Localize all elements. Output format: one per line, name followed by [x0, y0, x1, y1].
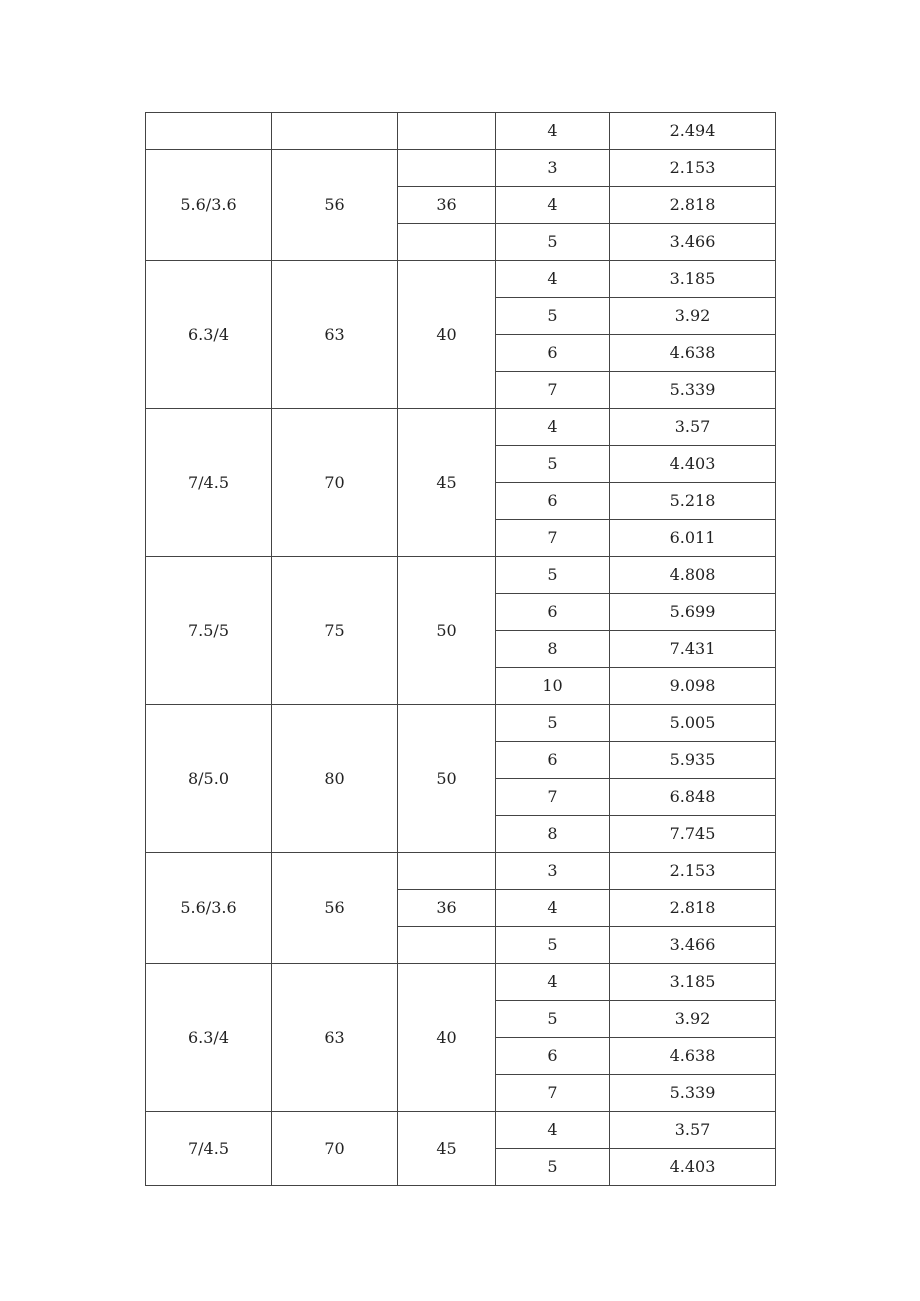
mass-cell: 4.403	[610, 446, 776, 483]
designation-cell: 7/4.5	[146, 1112, 272, 1186]
mass-cell: 5.005	[610, 705, 776, 742]
mass-cell: 3.466	[610, 927, 776, 964]
short-side-cell: 36	[398, 187, 496, 224]
designation-cell: 8/5.0	[146, 705, 272, 853]
thickness-cell: 10	[496, 668, 610, 705]
mass-cell: 2.153	[610, 150, 776, 187]
mass-cell: 3.57	[610, 1112, 776, 1149]
table-row	[146, 261, 776, 298]
table-row	[146, 150, 776, 187]
angle-steel-table	[145, 112, 776, 1186]
mass-cell: 4.638	[610, 1038, 776, 1075]
mass-cell: 6.848	[610, 779, 776, 816]
mass-cell: 3.92	[610, 1001, 776, 1038]
mass-cell: 4.808	[610, 557, 776, 594]
mass-cell: 3.185	[610, 261, 776, 298]
thickness-cell: 6	[496, 594, 610, 631]
designation-cell: 6.3/4	[146, 261, 272, 409]
thickness-cell: 4	[496, 964, 610, 1001]
table-row	[146, 557, 776, 594]
long-side-cell: 70	[272, 409, 398, 557]
designation-cell: 5.6/3.6	[146, 150, 272, 261]
mass-cell: 5.339	[610, 1075, 776, 1112]
long-side-cell: 75	[272, 557, 398, 705]
mass-cell: 2.153	[610, 853, 776, 890]
long-side-cell: 63	[272, 261, 398, 409]
thickness-cell: 4	[496, 890, 610, 927]
short-side-cell	[398, 113, 496, 150]
mass-cell: 5.935	[610, 742, 776, 779]
mass-cell: 4.638	[610, 335, 776, 372]
mass-cell: 3.57	[610, 409, 776, 446]
short-side-cell: 45	[398, 1112, 496, 1186]
short-side-cell	[398, 150, 496, 187]
thickness-cell: 4	[496, 409, 610, 446]
short-side-cell	[398, 224, 496, 261]
table-row	[146, 113, 776, 150]
thickness-cell: 4	[496, 1112, 610, 1149]
mass-cell: 5.218	[610, 483, 776, 520]
long-side-cell: 70	[272, 1112, 398, 1186]
thickness-cell: 7	[496, 1075, 610, 1112]
thickness-cell: 5	[496, 927, 610, 964]
mass-cell: 3.92	[610, 298, 776, 335]
table-row	[146, 409, 776, 446]
short-side-cell: 45	[398, 409, 496, 557]
short-side-cell: 40	[398, 261, 496, 409]
thickness-cell: 6	[496, 1038, 610, 1075]
thickness-cell: 5	[496, 446, 610, 483]
thickness-cell: 4	[496, 261, 610, 298]
short-side-cell: 40	[398, 964, 496, 1112]
mass-cell: 9.098	[610, 668, 776, 705]
thickness-cell: 8	[496, 631, 610, 668]
long-side-cell: 56	[272, 853, 398, 964]
mass-cell: 3.185	[610, 964, 776, 1001]
designation-cell	[146, 113, 272, 150]
table-row	[146, 705, 776, 742]
thickness-cell: 5	[496, 1001, 610, 1038]
mass-cell: 4.403	[610, 1149, 776, 1186]
mass-cell: 5.339	[610, 372, 776, 409]
mass-cell: 3.466	[610, 224, 776, 261]
long-side-cell: 63	[272, 964, 398, 1112]
thickness-cell: 6	[496, 335, 610, 372]
table-body	[146, 113, 776, 1186]
thickness-cell: 3	[496, 853, 610, 890]
long-side-cell: 56	[272, 150, 398, 261]
short-side-cell	[398, 853, 496, 890]
short-side-cell: 50	[398, 705, 496, 853]
designation-cell: 6.3/4	[146, 964, 272, 1112]
thickness-cell: 8	[496, 816, 610, 853]
designation-cell: 7.5/5	[146, 557, 272, 705]
thickness-cell: 5	[496, 1149, 610, 1186]
thickness-cell: 5	[496, 298, 610, 335]
mass-cell: 7.745	[610, 816, 776, 853]
table-row	[146, 964, 776, 1001]
mass-cell: 5.699	[610, 594, 776, 631]
thickness-cell: 6	[496, 483, 610, 520]
long-side-cell: 80	[272, 705, 398, 853]
thickness-cell: 5	[496, 705, 610, 742]
thickness-cell: 3	[496, 150, 610, 187]
short-side-cell: 36	[398, 890, 496, 927]
mass-cell: 2.494	[610, 113, 776, 150]
short-side-cell: 50	[398, 557, 496, 705]
designation-cell: 5.6/3.6	[146, 853, 272, 964]
mass-cell: 6.011	[610, 520, 776, 557]
mass-cell: 2.818	[610, 187, 776, 224]
thickness-cell: 4	[496, 187, 610, 224]
mass-cell: 7.431	[610, 631, 776, 668]
thickness-cell: 4	[496, 113, 610, 150]
short-side-cell	[398, 927, 496, 964]
thickness-cell: 7	[496, 372, 610, 409]
thickness-cell: 5	[496, 224, 610, 261]
mass-cell: 2.818	[610, 890, 776, 927]
table-row	[146, 853, 776, 890]
table-row	[146, 1112, 776, 1149]
long-side-cell	[272, 113, 398, 150]
thickness-cell: 7	[496, 779, 610, 816]
designation-cell: 7/4.5	[146, 409, 272, 557]
thickness-cell: 6	[496, 742, 610, 779]
thickness-cell: 7	[496, 520, 610, 557]
thickness-cell: 5	[496, 557, 610, 594]
